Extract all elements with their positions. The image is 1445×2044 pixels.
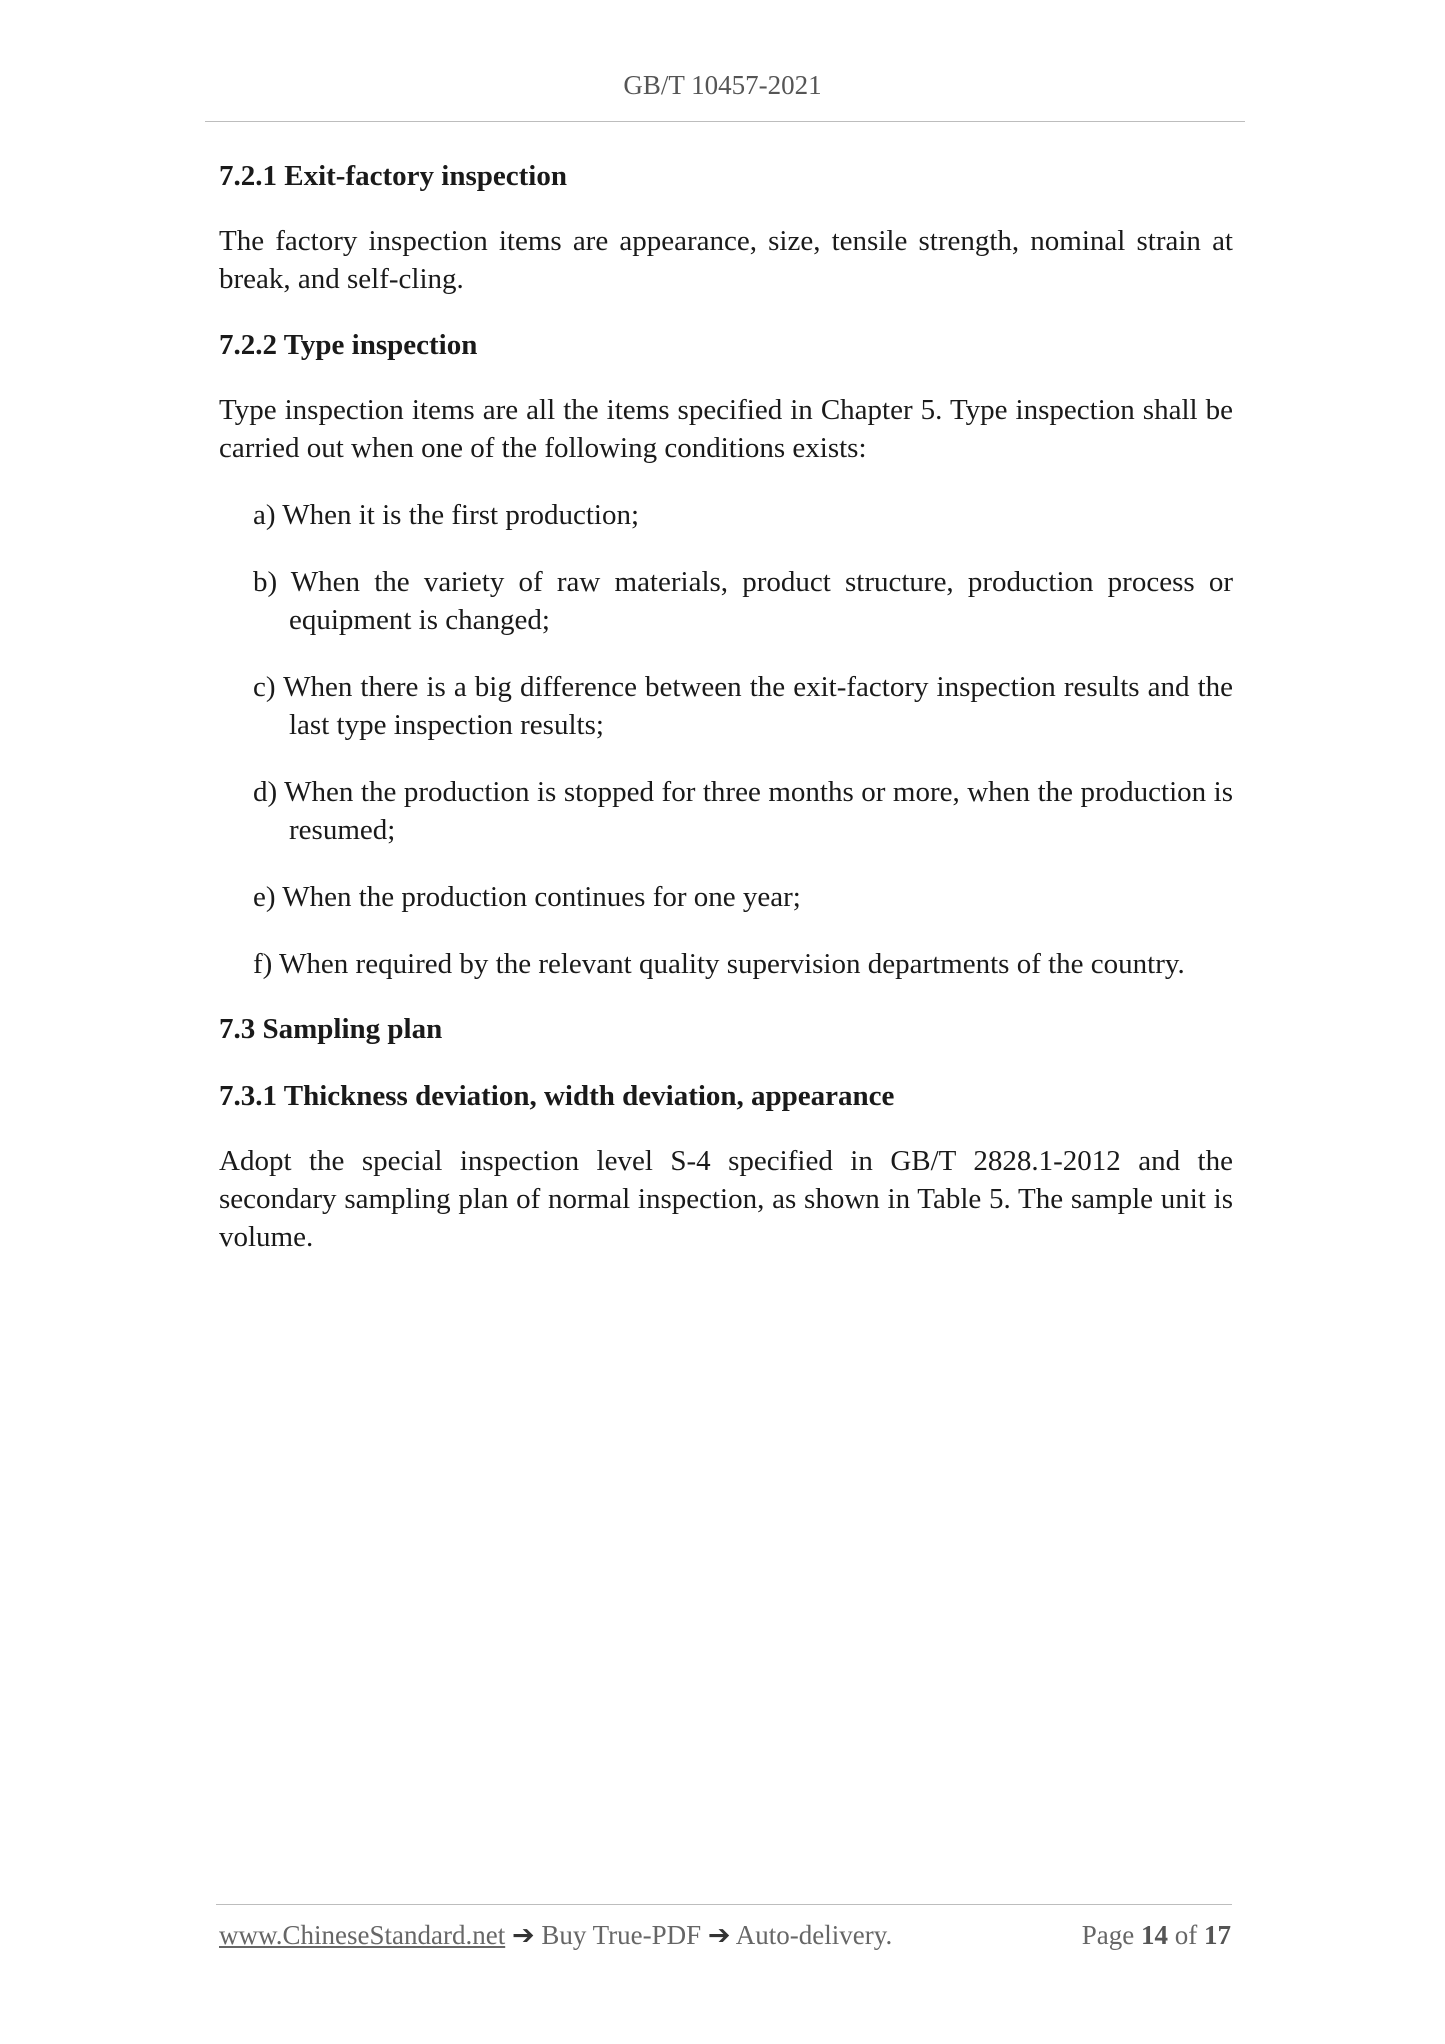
section-heading-7-2-2: 7.2.2 Type inspection xyxy=(219,329,478,361)
page-indicator xyxy=(1082,1920,1231,1951)
condition-list-item-a: a) When it is the first production; xyxy=(253,499,640,531)
condition-list-item-b: b) When the variety of raw materials, product structure, production process or equipment is changed; xyxy=(253,566,1233,636)
section-heading-7-3-1: 7.3.1 Thickness deviation, width deviation, appearance xyxy=(219,1080,895,1112)
section-paragraph-7-2-1: The factory inspection items are appearance, size, tensile strength, nominal strain at break, and self-cling. xyxy=(219,225,1233,295)
footer-divider xyxy=(216,1904,1232,1905)
section-paragraph-7-2-2: Type inspection items are all the items specified in Chapter 5. Type inspection shall be carried out when one of the following conditions exists: xyxy=(219,394,1233,464)
section-heading-7-2-1: 7.2.1 Exit-factory inspection xyxy=(219,160,567,192)
document-body xyxy=(219,150,1233,1256)
condition-list-item-e: e) When the production continues for one year; xyxy=(253,881,801,913)
condition-list-item-d: d) When the production is stopped for three months or more, when the production is resumed; xyxy=(253,776,1233,846)
page-label: Page xyxy=(1081,1920,1135,1950)
current-page-number: 14 xyxy=(1141,1920,1168,1950)
document-header: GB/T 10457-2021 xyxy=(623,70,822,100)
arrow-right-icon: ➔ xyxy=(707,1920,731,1950)
section-heading-7-3: 7.3 Sampling plan xyxy=(219,1013,443,1045)
buy-text: Buy True-PDF xyxy=(541,1920,702,1950)
total-page-number: 17 xyxy=(1204,1920,1231,1950)
delivery-text: Auto-delivery. xyxy=(735,1920,893,1950)
site-link[interactable]: www.ChineseStandard.net xyxy=(219,1920,506,1950)
of-label: of xyxy=(1174,1920,1198,1950)
footer-promo xyxy=(219,1920,892,1951)
arrow-right-icon: ➔ xyxy=(511,1920,535,1950)
condition-list-item-c: c) When there is a big difference between the exit-factory inspection results and the last type inspection results; xyxy=(253,671,1233,741)
section-paragraph-7-3-1: Adopt the special inspection level S-4 specified in GB/T 2828.1-2012 and the secondary sampling plan of normal inspection, as shown in Table 5. The sample unit is volume. xyxy=(219,1145,1233,1253)
header-divider xyxy=(205,121,1245,122)
condition-list-item-f: f) When required by the relevant quality supervision departments of the country. xyxy=(253,948,1185,980)
document-footer xyxy=(219,1920,1231,1960)
